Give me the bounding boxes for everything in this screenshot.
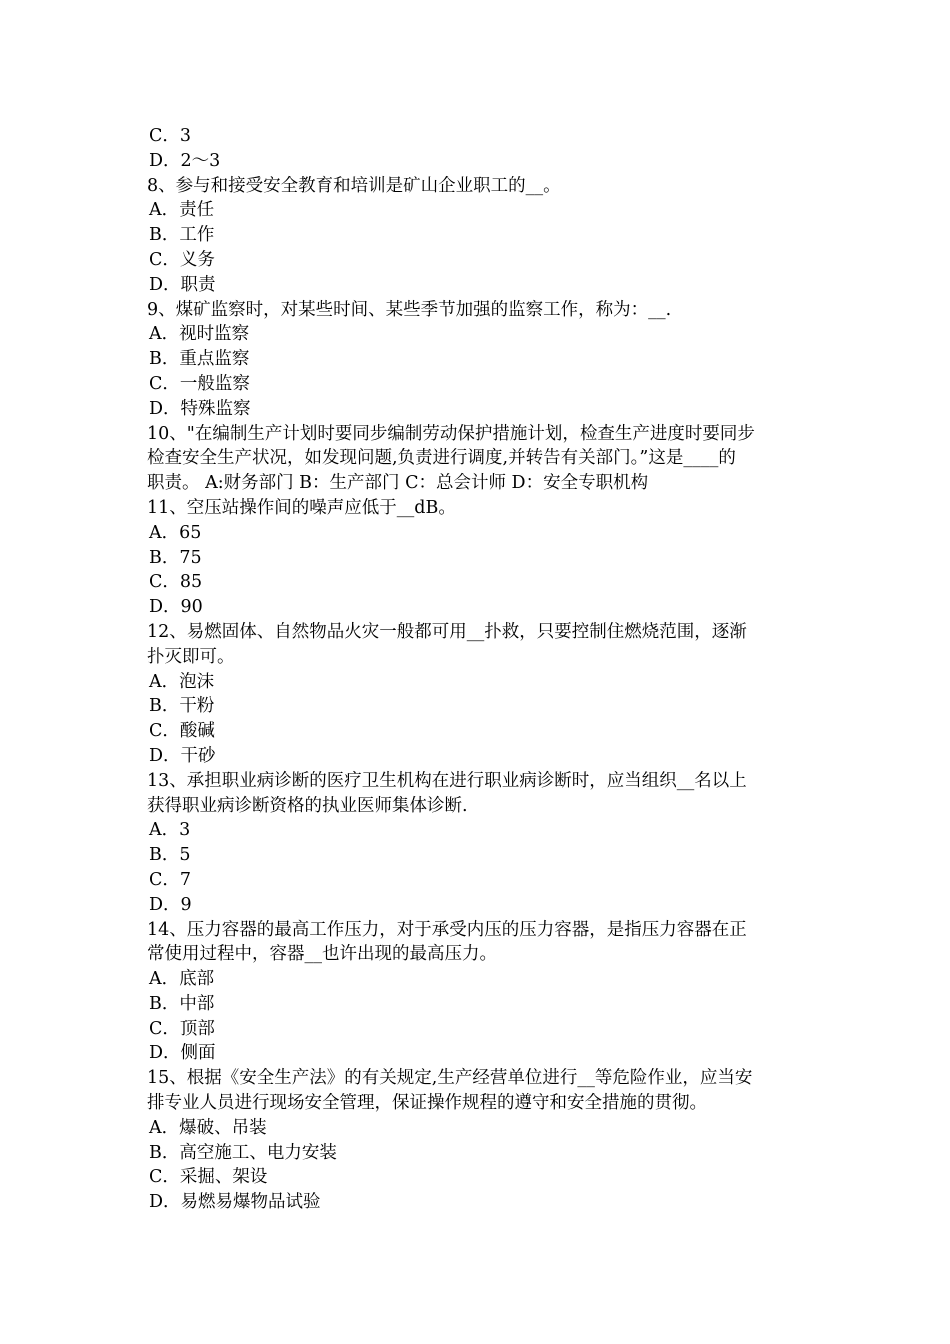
question-line: 排专业人员进行现场安全管理，保证操作规程的遵守和安全措施的贯彻。 — [147, 1093, 707, 1114]
option-line: C．一般监察 — [149, 373, 250, 394]
option-line: D．易燃易爆物品试验 — [149, 1192, 321, 1213]
question-line: 职责。 A:财务部门 B：生产部门 C：总会计师 D：安全专职机构 — [147, 473, 649, 494]
question-line: 12、易燃固体、自然物品火灾一般都可用__扑救，只要控制住燃烧范围，逐渐 — [147, 621, 747, 642]
option-line: C．义务 — [149, 249, 215, 270]
question-line: 13、承担职业病诊断的医疗卫生机构在进行职业病诊断时，应当组织__名以上 — [147, 770, 747, 791]
option-line: B．中部 — [149, 993, 215, 1014]
question-line: 9、煤矿监察时，对某些时间、某些季节加强的监察工作，称为：__. — [147, 299, 672, 320]
question-line: 扑灭即可。 — [147, 646, 235, 667]
option-line: C．采掘、架设 — [149, 1167, 268, 1188]
question-line: 常使用过程中，容器__也许出现的最高压力。 — [147, 944, 497, 965]
option-line: D．职责 — [149, 274, 216, 295]
question-line: 获得职业病诊断资格的执业医师集体诊断. — [147, 795, 468, 816]
option-line: B．5 — [149, 845, 191, 866]
option-line: C．酸碱 — [149, 721, 215, 742]
question-line: 8、参与和接受安全教育和培训是矿山企业职工的__。 — [147, 175, 561, 196]
option-line: C．7 — [149, 869, 192, 890]
question-line: 15、根据《安全生产法》的有关规定,生产经营单位进行__等危险作业，应当安 — [147, 1068, 753, 1089]
option-line: B．工作 — [149, 225, 215, 246]
option-line: B．75 — [149, 547, 202, 568]
question-line: 11、空压站操作间的噪声应低于__dB。 — [147, 497, 456, 518]
option-line: C．85 — [149, 572, 203, 593]
option-line: D．2～3 — [149, 150, 221, 171]
option-line: C．3 — [149, 126, 192, 146]
question-line: 10、"在编制生产计划时要同步编制劳动保护措施计划，检查生产进度时要同步 — [147, 423, 755, 444]
option-line: A．责任 — [149, 200, 215, 221]
option-line: C．顶部 — [149, 1018, 215, 1039]
option-line: B．重点监察 — [149, 349, 250, 370]
option-line: B．干粉 — [149, 696, 215, 717]
option-line: D．90 — [149, 597, 203, 618]
option-line: A．65 — [149, 522, 202, 543]
question-line: 检查安全生产状况，如发现问题,负责进行调度,并转告有关部门。”这是____的 — [147, 448, 736, 469]
option-line: D．干砂 — [149, 745, 216, 766]
option-line: A．泡沫 — [149, 671, 215, 692]
option-line: B．高空施工、电力安装 — [149, 1142, 337, 1163]
document-page — [147, 124, 807, 1215]
question-line: 14、压力容器的最高工作压力，对于承受内压的压力容器，是指压力容器在正 — [147, 919, 747, 940]
option-line: A．3 — [149, 820, 191, 841]
option-line: D．特殊监察 — [149, 398, 251, 419]
option-line: D．侧面 — [149, 1043, 216, 1064]
option-line: D．9 — [149, 894, 192, 915]
option-line: A．视时监察 — [149, 324, 250, 345]
option-line: A．爆破、吊装 — [149, 1117, 267, 1138]
option-line: A．底部 — [149, 969, 215, 990]
